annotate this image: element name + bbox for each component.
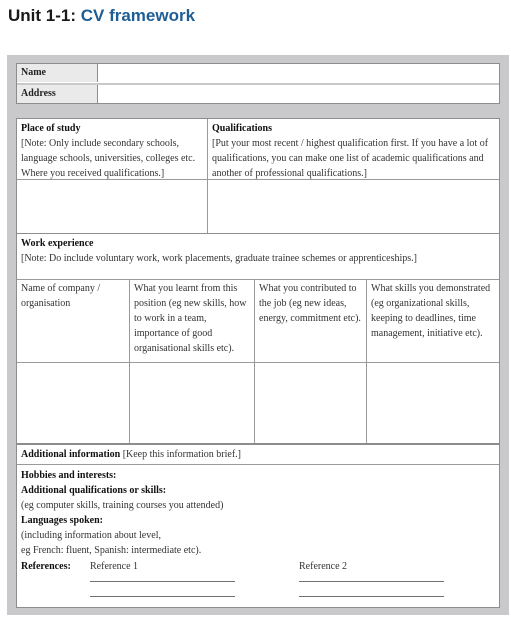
additional-information-note: [Keep this information brief.] (122, 449, 241, 460)
work-experience-note: [Note: Do include voluntary work, work placements, graduate trainee schemes or apprenticeships.] (21, 253, 417, 264)
row-divider (17, 464, 499, 465)
reference-1-line[interactable] (90, 596, 235, 597)
qualifications-field[interactable] (208, 180, 499, 235)
reference-2-line[interactable] (299, 596, 444, 597)
work-experience-section (16, 233, 500, 444)
company-field[interactable] (17, 363, 129, 443)
address-field[interactable] (99, 85, 499, 103)
learnt-field[interactable] (130, 363, 254, 443)
qualifications-note: [Put your most recent / highest qualification first. If you have a lot of qualifications, you can make one list of academic qualifications and another of professional qualifications.] (212, 138, 489, 179)
additional-information-header (21, 447, 241, 462)
additional-information-heading: Additional information (21, 449, 121, 460)
skills-field[interactable] (367, 363, 499, 443)
column-header-company: Name of company / organisation (21, 283, 101, 309)
references-label: References: (21, 561, 71, 572)
column-header-skills: What skills you demonstrated (eg organizational skills, keeping to deadlines, time management, initiative etc). (371, 283, 491, 339)
education-section (16, 118, 500, 236)
column-header-learnt: What you learnt from this position (eg new skills, how to work in a team, importance of good organisational skills etc). (134, 283, 247, 354)
row-divider (17, 279, 499, 280)
additional-qualifications-note: (eg computer skills, training courses you attended) (21, 500, 224, 511)
hobbies-label: Hobbies and interests: (21, 470, 117, 481)
contributed-field[interactable] (255, 363, 366, 443)
additional-qualifications-label: Additional qualifications or skills: (21, 485, 167, 496)
place-of-study-heading: Place of study (21, 123, 81, 134)
additional-information-section (16, 444, 500, 608)
place-of-study-note: [Note: Only include secondary schools, language schools, universities, colleges etc. Where you received qualifications.] (21, 138, 196, 179)
reference-1-label: Reference 1 (90, 561, 139, 572)
work-experience-heading: Work experience (21, 238, 94, 249)
personal-details-section (16, 63, 500, 104)
unit-label: Unit 1-1: (8, 6, 76, 25)
page-title (8, 6, 195, 26)
column-header-contributed: What you contributed to the job (eg new ideas, energy, commitment etc). (259, 283, 361, 324)
reference-2-label: Reference 2 (299, 561, 348, 572)
reference-1-line[interactable] (90, 581, 235, 582)
languages-label: Languages spoken: (21, 515, 103, 526)
languages-note-line1: (including information about level, (21, 530, 161, 541)
topic-title: CV framework (80, 6, 196, 25)
name-field[interactable] (99, 64, 499, 82)
reference-2-line[interactable] (299, 581, 444, 582)
place-of-study-field[interactable] (17, 180, 207, 235)
name-label: Name (17, 64, 98, 82)
address-label: Address (17, 85, 98, 103)
languages-note-line2: eg French: fluent, Spanish: intermediate etc). (21, 545, 202, 556)
cv-framework-form (7, 55, 509, 615)
qualifications-heading: Qualifications (212, 123, 273, 134)
